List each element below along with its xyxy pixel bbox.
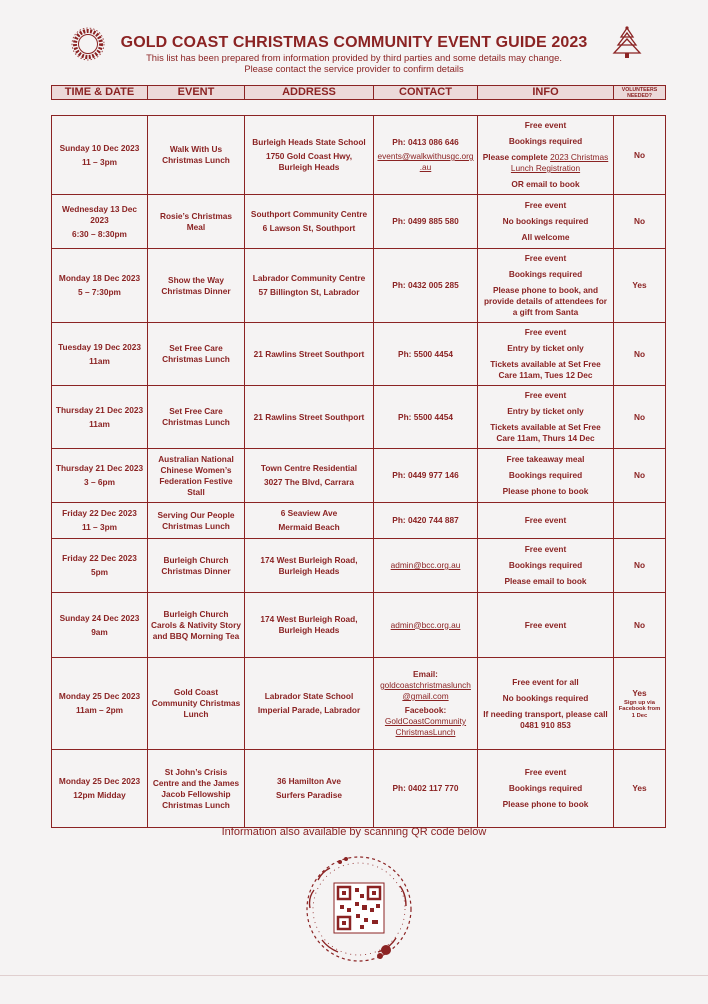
contact-cell: [374, 658, 478, 750]
date-cell: [52, 593, 148, 658]
contact-phone: Ph: 0432 005 285: [392, 280, 459, 290]
table-row: [52, 323, 666, 386]
info-line-2: No bookings required: [502, 692, 589, 703]
address-line-2: 57 Billington St, Labrador: [258, 287, 360, 297]
address-cell: [245, 116, 374, 195]
volunteers-cell: [614, 503, 666, 539]
address-line-2: Surfers Paradise: [276, 790, 342, 800]
event-time: 11 – 3pm: [81, 522, 118, 532]
address-line-1: 36 Hamilton Ave: [277, 776, 341, 786]
event-date: Sunday 10 Dec 2023: [59, 142, 140, 153]
address-line-1: 6 Seaview Ave: [280, 508, 338, 518]
event-time: 3 – 6pm: [84, 477, 115, 487]
contact-email-link[interactable]: admin@bcc.org.au: [390, 619, 461, 630]
address-line-1: 174 West Burleigh Road, Burleigh Heads: [260, 554, 358, 576]
event-cell: [148, 539, 245, 593]
event-cell: [148, 249, 245, 323]
info-line-1: Free event: [524, 120, 567, 130]
info-line-3: [481, 152, 610, 174]
info-line-1: Free event: [524, 619, 567, 630]
info-line-2: Bookings required: [508, 136, 583, 146]
info-cell: [478, 750, 614, 828]
volunteers-value: No: [633, 619, 646, 630]
contact-phone: Ph: 0499 885 580: [392, 216, 459, 226]
table-row: [52, 116, 666, 195]
event-time: 11 – 3pm: [81, 156, 118, 167]
column-header-volunteers: VOLUNTEERS NEEDED?: [614, 86, 666, 100]
info-line-2: Entry by ticket only: [507, 406, 584, 416]
info-cell: [478, 503, 614, 539]
contact-email-link[interactable]: admin@bcc.org.au: [390, 560, 461, 570]
event-date: Sunday 24 Dec 2023: [59, 612, 140, 623]
event-cell: [148, 593, 245, 658]
address-line-2: Mermaid Beach: [278, 522, 340, 532]
event-cell: [148, 195, 245, 249]
volunteers-cell: [614, 195, 666, 249]
event-cell: [148, 658, 245, 750]
date-cell: [52, 249, 148, 323]
address-cell: [245, 593, 374, 658]
contact-cell: [374, 195, 478, 249]
info-line-3: Please phone to book: [502, 486, 589, 496]
table-row: [52, 249, 666, 323]
info-cell: [478, 386, 614, 449]
volunteers-value: No: [633, 560, 646, 570]
event-cell: [148, 503, 245, 539]
volunteers-cell: [614, 386, 666, 449]
column-header-address: ADDRESS: [245, 86, 374, 100]
contact-phone: Ph: 0420 744 887: [392, 515, 459, 525]
event-time: 11am: [89, 355, 110, 366]
info-cell: [478, 658, 614, 750]
volunteers-cell: [614, 593, 666, 658]
event-time: 11am – 2pm: [75, 705, 124, 715]
info-cell: [478, 195, 614, 249]
event-table: [51, 115, 666, 828]
address-line-1: 21 Rawlins Street Southport: [253, 348, 365, 359]
contact-cell: [374, 503, 478, 539]
date-cell: [52, 658, 148, 750]
contact-email-link[interactable]: goldcoastchristmaslunch@gmail.com: [380, 680, 471, 701]
volunteers-cell: [614, 323, 666, 386]
volunteers-value: No: [633, 149, 646, 160]
info-line-3: Please phone to book, and provide details of attendees for a gift from Santa: [483, 285, 608, 317]
event-time: 5pm: [90, 567, 109, 577]
volunteers-note: Sign up via Facebook from 1 Dec: [618, 699, 661, 719]
info-line-3: All welcome: [521, 232, 570, 242]
address-line-1: Burleigh Heads State School: [252, 137, 366, 147]
column-header-info: INFO: [478, 86, 614, 100]
date-cell: [52, 449, 148, 503]
contact-cell: [374, 593, 478, 658]
table-row: [52, 503, 666, 539]
event-cell: [148, 116, 245, 195]
date-cell: [52, 539, 148, 593]
event-name: Set Free Care Christmas Lunch: [162, 406, 230, 427]
contact-phone: Ph: 5500 4454: [398, 411, 453, 422]
volunteers-value: Yes: [632, 280, 647, 290]
contact-cell: [374, 539, 478, 593]
event-time: 6:30 – 8:30pm: [72, 228, 127, 239]
date-cell: [52, 195, 148, 249]
christmas-tree-icon: [612, 26, 642, 60]
date-cell: [52, 386, 148, 449]
table-row: [52, 539, 666, 593]
info-line-1: Free event: [524, 544, 567, 554]
event-time: 5 – 7:30pm: [78, 287, 121, 297]
volunteers-value: Yes: [632, 783, 647, 793]
address-line-1: Labrador Community Centre: [252, 273, 366, 283]
column-header-time-date: TIME & DATE: [52, 86, 148, 100]
info-line-2: Bookings required: [508, 560, 583, 570]
address-line-2: 3027 The Blvd, Carrara: [264, 477, 354, 487]
volunteers-cell: [614, 750, 666, 828]
event-cell: [148, 386, 245, 449]
qr-code-wreath-icon[interactable]: [300, 850, 418, 968]
subtitle-line-1: This list has been prepared from information provided by third parties and some details may change.: [146, 52, 562, 63]
info-cell: [478, 323, 614, 386]
address-cell: [245, 249, 374, 323]
registration-link[interactable]: 2023 Christmas Lunch Registration: [510, 152, 609, 173]
table-row: [52, 593, 666, 658]
footer-divider: [0, 975, 708, 976]
qr-caption: Information also available by scanning QR code below: [221, 826, 487, 838]
info-line-1: Free event: [524, 390, 567, 400]
event-date: Monday 25 Dec 2023: [58, 691, 141, 701]
address-cell: [245, 195, 374, 249]
date-cell: [52, 503, 148, 539]
event-date: Monday 25 Dec 2023: [58, 776, 141, 786]
volunteers-cell: [614, 249, 666, 323]
info-line-4: OR email to book: [511, 179, 580, 189]
table-row: [52, 449, 666, 503]
address-cell: [245, 503, 374, 539]
volunteers-cell: [614, 539, 666, 593]
contact-cell: [374, 249, 478, 323]
info-line-2: Bookings required: [508, 470, 583, 480]
event-time: 9am: [91, 626, 108, 637]
contact-cell: [374, 116, 478, 195]
date-cell: [52, 116, 148, 195]
page-subtitle: [0, 52, 708, 74]
info-line-2: Bookings required: [508, 783, 583, 793]
info-line-3: Tickets available at Set Free Care 11am, Thurs 14 Dec: [490, 422, 601, 443]
page-title: GOLD COAST CHRISTMAS COMMUNITY EVENT GUIDE 2023: [120, 34, 588, 51]
info-line-1: Free event: [524, 767, 567, 777]
event-time: 12pm Midday: [73, 790, 126, 800]
facebook-link[interactable]: GoldCoastCommunity ChristmasLunch: [384, 716, 467, 737]
address-line-2: 6 Lawson St, Southport: [262, 223, 356, 233]
contact-cell: [374, 449, 478, 503]
event-date: Monday 18 Dec 2023: [58, 273, 141, 283]
contact-cell: [374, 323, 478, 386]
table-row: [52, 386, 666, 449]
event-date: Thursday 21 Dec 2023: [55, 404, 144, 415]
table-row: [52, 750, 666, 828]
info-line-1: Free event: [524, 253, 567, 263]
contact-email-link[interactable]: events@walkwithusgc.org.au: [377, 151, 474, 172]
info-cell: [478, 539, 614, 593]
event-name: Serving Our People Christmas Lunch: [157, 509, 235, 531]
contact-cell: [374, 386, 478, 449]
column-header-bar: [51, 85, 666, 100]
address-cell: [245, 539, 374, 593]
address-cell: [245, 386, 374, 449]
volunteers-value: No: [633, 411, 646, 422]
contact-phone: Ph: 5500 4454: [398, 348, 453, 359]
volunteers-value: No: [633, 470, 646, 480]
volunteers-cell: [614, 449, 666, 503]
event-name: Rosie’s Christmas Meal: [159, 210, 233, 232]
address-line-1: Southport Community Centre: [250, 209, 368, 219]
info-line-3: Tickets available at Set Free Care 11am, Tues 12 Dec: [490, 359, 601, 380]
address-line-2: 1750 Gold Coast Hwy, Burleigh Heads: [265, 151, 353, 172]
event-date: Wednesday 13 Dec 2023: [61, 203, 138, 225]
info-line-3: Please email to book: [504, 576, 587, 586]
volunteers-value: Yes: [632, 687, 647, 698]
address-cell: [245, 658, 374, 750]
table-row: [52, 195, 666, 249]
address-line-1: 21 Rawlins Street Southport: [253, 411, 365, 422]
contact-phone: Ph: 0449 977 146: [392, 470, 459, 480]
info-line-3-prefix: Please complete: [482, 152, 548, 162]
info-cell: [478, 116, 614, 195]
info-line-2: No bookings required: [502, 216, 589, 226]
event-cell: [148, 449, 245, 503]
event-date: Thursday 21 Dec 2023: [55, 463, 144, 473]
info-line-1: Free takeaway meal: [506, 454, 585, 464]
contact-phone: Ph: 0413 086 646: [392, 137, 459, 147]
event-cell: [148, 750, 245, 828]
address-cell: [245, 449, 374, 503]
column-header-event: EVENT: [148, 86, 245, 100]
address-line-2: Imperial Parade, Labrador: [257, 705, 361, 715]
info-line-1: Free event for all: [512, 676, 579, 687]
address-line-1: Labrador State School: [264, 691, 354, 701]
volunteers-cell: [614, 658, 666, 750]
address-line-1: Town Centre Residential: [260, 463, 358, 473]
contact-cell: [374, 750, 478, 828]
event-date: Tuesday 19 Dec 2023: [58, 341, 141, 352]
table-row: [52, 658, 666, 750]
event-name: St John’s Crisis Centre and the James Jacob Fellowship Christmas Lunch: [152, 766, 240, 810]
info-cell: [478, 249, 614, 323]
info-line-3: Please phone to book: [502, 799, 589, 809]
event-name: Gold Coast Community Christmas Lunch: [151, 687, 241, 719]
event-cell: [148, 323, 245, 386]
info-line-3: If needing transport, please call 0481 910 853: [483, 708, 608, 730]
contact-facebook-label: Facebook:: [404, 705, 447, 715]
info-line-1: Free event: [524, 200, 567, 210]
info-line-2: Bookings required: [508, 269, 583, 279]
event-time: 11am: [89, 418, 110, 429]
event-name: Australian National Chinese Women’s Federation Festive Stall: [158, 453, 234, 497]
event-name: Show the Way Christmas Dinner: [161, 274, 231, 296]
date-cell: [52, 750, 148, 828]
event-name: Walk With Us Christmas Lunch: [162, 144, 230, 165]
volunteers-value: No: [633, 216, 646, 226]
date-cell: [52, 323, 148, 386]
volunteers-cell: [614, 116, 666, 195]
address-cell: [245, 323, 374, 386]
event-name: Burleigh Church Carols & Nativity Story and BBQ Morning Tea: [151, 608, 241, 641]
event-name: Set Free Care Christmas Lunch: [162, 343, 230, 364]
column-header-contact: CONTACT: [374, 86, 478, 100]
volunteers-value: No: [633, 348, 646, 359]
info-line-1: Free event: [524, 515, 567, 525]
event-date: Friday 22 Dec 2023: [62, 508, 137, 518]
contact-phone: Ph: 0402 117 770: [392, 783, 459, 793]
subtitle-line-2: Please contact the service provider to confirm details: [244, 63, 464, 74]
address-cell: [245, 750, 374, 828]
address-line-1: 174 West Burleigh Road, Burleigh Heads: [260, 614, 358, 635]
info-cell: [478, 593, 614, 658]
event-name: Burleigh Church Christmas Dinner: [161, 554, 231, 576]
contact-email-label: Email:: [413, 669, 438, 679]
info-cell: [478, 449, 614, 503]
event-date: Friday 22 Dec 2023: [62, 553, 137, 563]
info-line-2: Entry by ticket only: [507, 343, 584, 353]
info-line-1: Free event: [524, 327, 567, 337]
